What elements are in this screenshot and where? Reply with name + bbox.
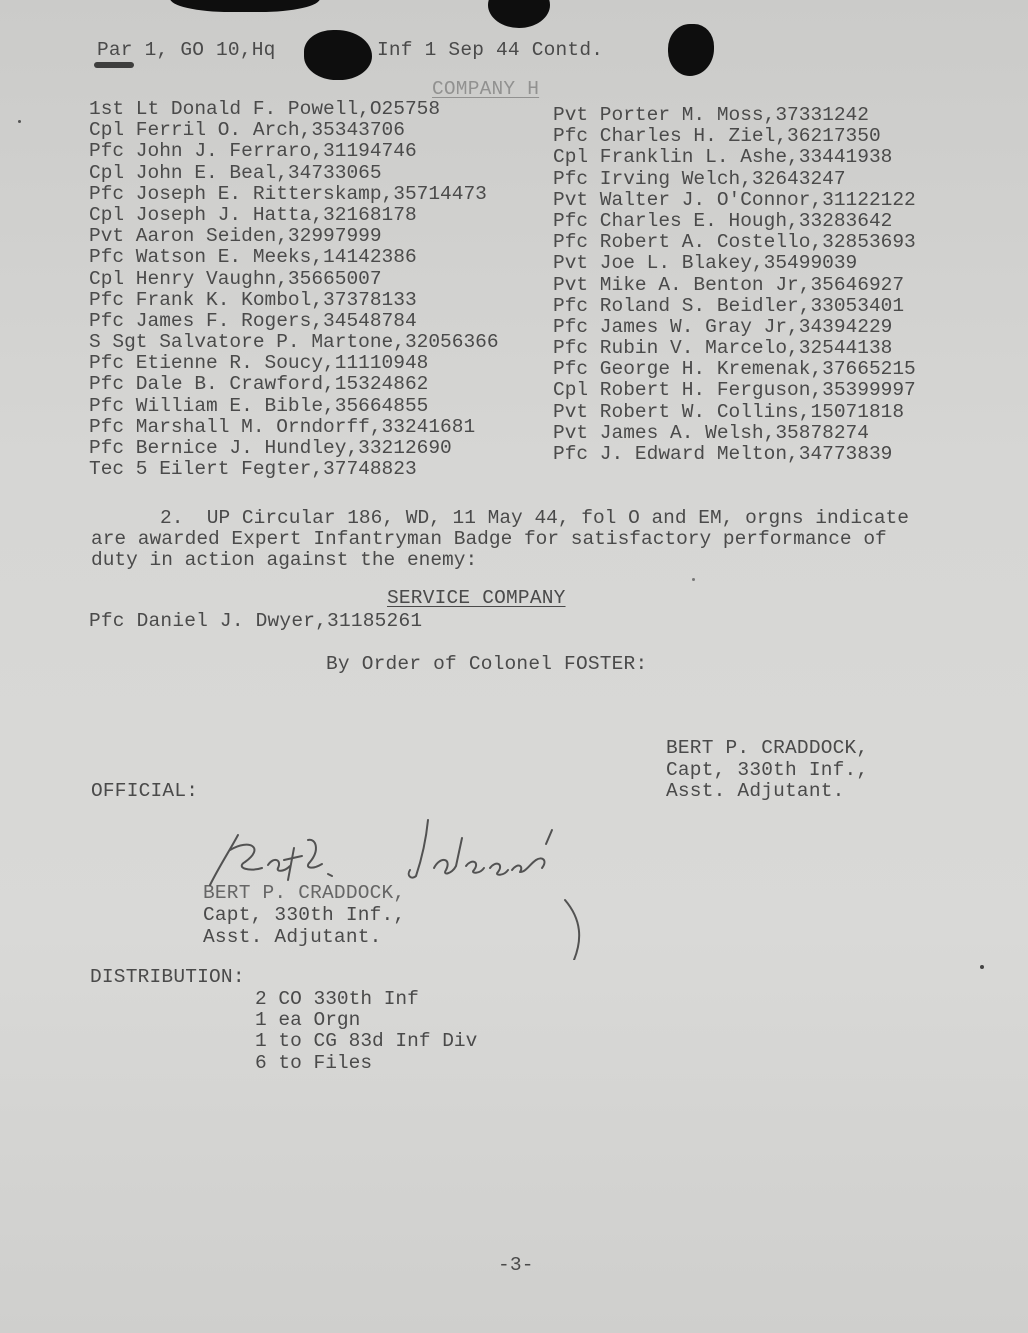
- roster-entry: Pfc Frank K. Kombol,37378133: [89, 288, 417, 311]
- roster-entry: Pvt Joe L. Blakey,35499039: [553, 252, 858, 275]
- paper-speck: [980, 965, 984, 969]
- roster-entry: Pvt Robert W. Collins,15071818: [553, 400, 905, 423]
- signature-left-name: BERT P. CRADDOCK,: [203, 882, 406, 904]
- paragraph-2-line-2: are awarded Expert Infantryman Badge for satisfactory performance of: [91, 528, 887, 550]
- service-company-entry: Pfc Daniel J. Dwyer,31185261: [89, 610, 423, 632]
- roster-entry: Pfc George H. Kremenak,37665215: [553, 358, 916, 381]
- roster-entry: Pfc Rubin V. Marcelo,32544138: [553, 337, 893, 360]
- roster-entry: Pfc Irving Welch,32643247: [553, 167, 846, 190]
- roster-entry: Pvt Aaron Seiden,32997999: [89, 225, 382, 248]
- distribution-item: 2 CO 330th Inf: [255, 988, 419, 1010]
- paper-speck: [692, 578, 695, 581]
- roster-entry: Pfc William E. Bible,35664855: [89, 394, 429, 417]
- distribution-item: 1 ea Orgn: [255, 1009, 361, 1032]
- roster-entry: Cpl Ferril O. Arch,35343706: [89, 119, 405, 142]
- roster-entry: Cpl Joseph J. Hatta,32168178: [89, 203, 417, 226]
- roster-entry: Pvt Walter J. O'Connor,31122122: [553, 188, 916, 211]
- roster-entry: Pfc Marshall M. Orndorff,33241681: [89, 415, 476, 438]
- paper-speck: [18, 120, 21, 123]
- roster-entry: Pfc Charles H. Ziel,36217350: [553, 125, 881, 148]
- signature-left-title: Asst. Adjutant.: [203, 926, 382, 948]
- paragraph-2-line-1: 2. UP Circular 186, WD, 11 May 44, fol O and EM, orgns indicate: [160, 507, 909, 529]
- roster-entry: Cpl Franklin L. Ashe,33441938: [553, 146, 893, 169]
- distribution-item: 1 to CG 83d Inf Div: [255, 1030, 478, 1053]
- roster-entry: Pfc John J. Ferraro,31194746: [89, 140, 417, 163]
- roster-right: [553, 105, 916, 465]
- roster-entry: Pfc James F. Rogers,34548784: [89, 309, 417, 332]
- roster-entry: Pvt James A. Welsh,35878274: [553, 421, 869, 444]
- signature-right-name: BERT P. CRADDOCK,: [666, 737, 869, 759]
- roster-entry: Pfc Robert A. Costello,32853693: [553, 231, 916, 254]
- roster-entry: Pfc Watson E. Meeks,14142386: [89, 246, 417, 269]
- company-title: COMPANY H: [432, 78, 540, 100]
- roster-entry: Pfc Joseph E. Ritterskamp,35714473: [89, 182, 487, 205]
- ink-blot: [170, 0, 320, 12]
- signature-left-rank: Capt, 330th Inf.,: [203, 904, 406, 926]
- distribution-item: 6 to Files: [255, 1051, 373, 1074]
- signature-right-title: Asst. Adjutant.: [666, 780, 845, 802]
- ink-blot: [488, 0, 550, 28]
- roster-entry: Tec 5 Eilert Fegter,37748823: [89, 458, 417, 481]
- official-label: OFFICIAL:: [91, 780, 199, 802]
- roster-entry: Pfc Etienne R. Soucy,11110948: [89, 352, 429, 375]
- roster-entry: Cpl Robert H. Ferguson,35399997: [553, 379, 916, 402]
- ink-blot: [94, 62, 134, 68]
- roster-entry: Cpl John E. Beal,34733065: [89, 161, 382, 184]
- ink-blot: [668, 24, 714, 76]
- roster-entry: Pfc Bernice J. Hundley,33212690: [89, 437, 452, 459]
- header-ref-right: Inf 1 Sep 44 Contd.: [377, 39, 604, 61]
- order-line: By Order of Colonel FOSTER:: [326, 653, 648, 675]
- service-company-title: SERVICE COMPANY: [387, 587, 566, 609]
- ink-blot: [304, 30, 372, 80]
- roster-entry: S Sgt Salvatore P. Martone,32056366: [89, 331, 499, 354]
- roster-entry: Pfc Roland S. Beidler,33053401: [553, 294, 905, 317]
- page-number: -3-: [498, 1254, 534, 1276]
- roster-left: [89, 99, 499, 480]
- roster-entry: Cpl Henry Vaughn,35665007: [89, 267, 382, 290]
- roster-entry: 1st Lt Donald F. Powell,O25758: [89, 98, 441, 120]
- roster-entry: Pfc J. Edward Melton,34773839: [553, 443, 893, 465]
- roster-entry: Pvt Mike A. Benton Jr,35646927: [553, 273, 905, 296]
- paragraph-2-line-3: duty in action against the enemy:: [91, 549, 478, 571]
- distribution-label: DISTRIBUTION:: [90, 966, 245, 988]
- roster-entry: Pfc James W. Gray Jr,34394229: [553, 315, 893, 338]
- roster-entry: Pvt Porter M. Moss,37331242: [553, 104, 869, 126]
- roster-entry: Pfc Charles E. Hough,33283642: [553, 209, 893, 232]
- roster-entry: Pfc Dale B. Crawford,15324862: [89, 373, 429, 396]
- distribution-list: [255, 989, 477, 1074]
- header-ref-left: Par 1, GO 10,Hq: [97, 39, 276, 61]
- signature-right-rank: Capt, 330th Inf.,: [666, 759, 869, 781]
